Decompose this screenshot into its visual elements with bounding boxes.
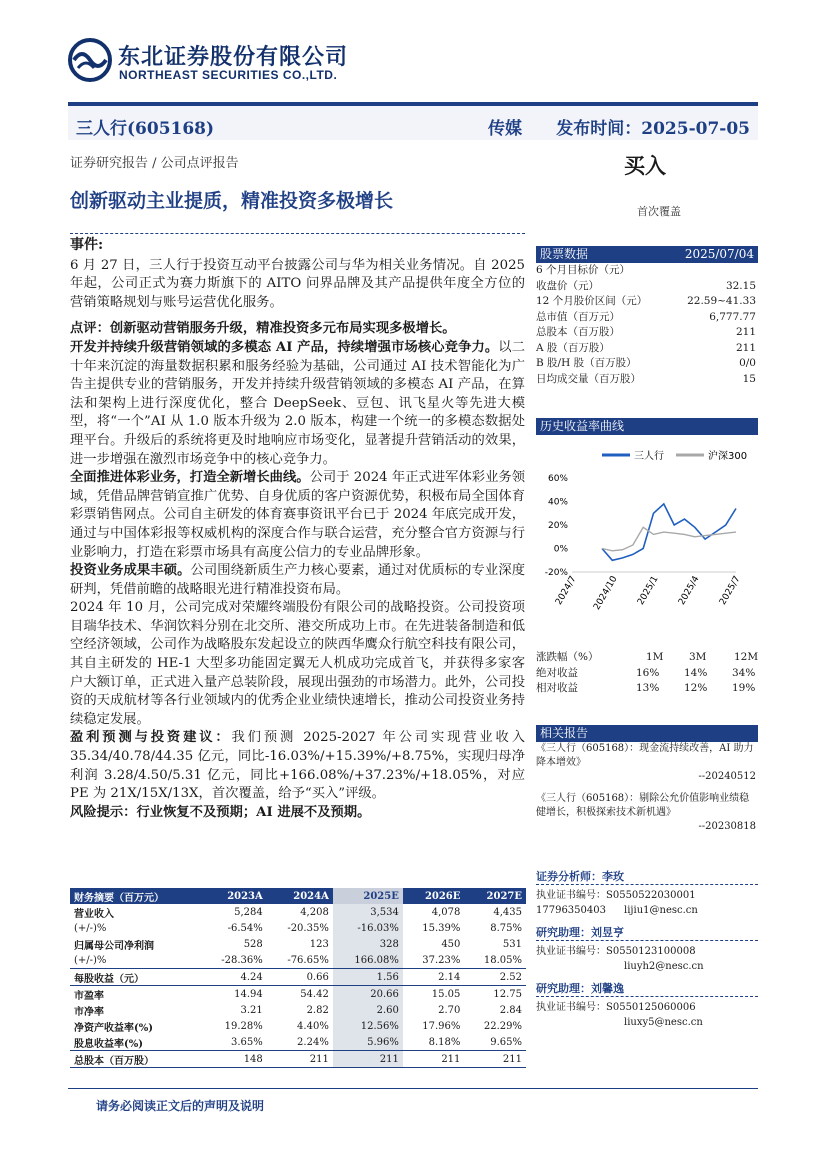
company-name-cn: 东北证券股份有限公司: [118, 45, 349, 70]
financial-cell: 211: [267, 1051, 333, 1068]
x-tick-label: 2024/7: [554, 574, 579, 607]
financial-header-cell: 2026E: [403, 888, 465, 904]
paragraph-investment-detail: 2024 年 10 月，公司完成对荣耀终端股份有限公司的战略投资。公司投资项目瑞华技术、华润饮料分别在北交所、港交所成功上市。在先进装备制造和低空经济领域，公司作为战略股东发起设立的陕西华鹰众行航空科技有限公司，其自主研发的 HE-1 大型多功能固定翼无人机成功完成首飞，并获得多家客户大额订单，正式进入量产总装阶段，展现出强劲的市场潜力。此外，公司投资的天成航材等各行业领域内的优秀企业业绩快速增长，推动公司投资业务持续稳定发展。: [70, 600, 525, 727]
financial-cell: 12.75: [493, 988, 522, 1000]
financial-header-cell: 2023A: [201, 888, 267, 904]
financial-cell: -6.54%: [227, 922, 263, 934]
stock-row-label: 总股本（百万股）: [536, 326, 620, 338]
financial-cell: 166.08%: [333, 952, 403, 969]
paragraph-investment: [70, 562, 525, 599]
stock-row-value: 32.15: [725, 279, 756, 292]
related-report-date: --20230818: [698, 821, 756, 832]
main-body: [70, 236, 525, 822]
financial-cell: 17.96%: [422, 1020, 461, 1032]
performance-row: [536, 666, 758, 682]
analyst-contact: [536, 903, 758, 918]
performance-value: 19%: [732, 682, 756, 694]
financial-row-label: 总股本（百万股）: [70, 1051, 201, 1068]
financial-row: [70, 1034, 526, 1051]
x-tick-label: 2024/10: [592, 574, 620, 612]
financial-cell: 18.05%: [464, 952, 526, 969]
financial-summary-table: [70, 888, 526, 1068]
financial-cell: 22.29%: [483, 1020, 522, 1032]
related-reports-list: [536, 742, 758, 834]
company-name-en: NORTHEAST SECURITIES CO.,LTD.: [119, 68, 338, 82]
x-tick-label: 2025/4: [677, 574, 702, 607]
report-header-bar: [68, 102, 758, 140]
financial-cell: -28.36%: [201, 952, 267, 969]
financial-cell: 4.40%: [297, 1020, 329, 1032]
stock-data-header: [536, 246, 758, 263]
financial-row-label: (+/-)%: [74, 922, 107, 934]
performance-header-row: [536, 650, 758, 666]
financial-header-cell: 2024A: [267, 888, 333, 904]
financial-row: [70, 920, 526, 936]
stock-row: [536, 341, 758, 357]
performance-row-label: 相对收益: [536, 682, 578, 694]
stock-row-value: 211: [735, 326, 756, 338]
financial-cell: 123: [309, 938, 329, 950]
financial-cell: 3.65%: [201, 1034, 267, 1051]
company-logo-icon: [68, 38, 112, 82]
financial-row: [70, 969, 526, 986]
performance-col-label: 涨跌幅（%）: [536, 651, 599, 663]
stock-row-label: 日均成交量（百万股）: [536, 372, 641, 385]
performance-col-3m: 3M: [689, 651, 707, 663]
legend-label-series1: 三人行: [634, 451, 664, 462]
paragraph-investment-text: 公司围绕新质生产力核心要素，通过对优质标的专业深度研判，凭借前瞻的战略眼光进行精准投资布局。: [70, 563, 526, 597]
stock-row-label: B 股/H 股（百万股）: [536, 357, 637, 369]
first-coverage-label: 首次覆盖: [637, 205, 681, 218]
paragraph-ai: [70, 339, 525, 469]
financial-cell: 4,208: [300, 906, 329, 918]
y-tick-label: 60%: [547, 474, 568, 484]
financial-cell: 8.75%: [490, 922, 522, 934]
financial-row: [70, 986, 526, 1003]
financial-cell: 54.42: [300, 988, 329, 1000]
financial-cell: 2.60: [333, 1002, 403, 1018]
financial-cell: 3,534: [333, 904, 403, 920]
related-report-date: --20240512: [698, 771, 756, 782]
financial-cell: 4.24: [201, 969, 267, 986]
financial-cell: 15.39%: [422, 922, 461, 934]
analyst-panel: [536, 868, 758, 1030]
report-title: 创新驱动主业提质，精准投资多极增长: [70, 190, 394, 212]
paragraph-lottery: [70, 469, 525, 562]
financial-cell: 12.56%: [333, 1018, 403, 1034]
financial-cell: 450: [441, 938, 461, 950]
financial-cell: 2.14: [403, 969, 465, 986]
financial-cell: 5,284: [234, 906, 263, 918]
performance-table: [536, 650, 758, 697]
related-report-item[interactable]: 《三人行（605168）：剔除公允价值影响业绩稳健增长，积极探索技术新机遇》: [536, 793, 750, 818]
financial-cell: 2.84: [499, 1004, 522, 1016]
stock-row-label: A 股（百万股）: [536, 341, 610, 354]
financial-row-label: 归属母公司净利润: [74, 940, 154, 952]
financial-row-label: 市盈率: [74, 990, 104, 1002]
title-divider: [70, 233, 525, 234]
stock-row-value: 15: [742, 372, 756, 385]
financial-cell: 148: [201, 1051, 267, 1068]
stock-data-panel: [536, 246, 758, 387]
y-tick-label: -20%: [544, 568, 568, 578]
paragraph-forecast: [70, 729, 525, 803]
performance-value: 14%: [684, 666, 708, 679]
financial-cell: 0.66: [267, 969, 333, 986]
assistant-contact: [536, 1015, 758, 1030]
financial-cell: 5.96%: [333, 1034, 403, 1051]
footer-disclaimer: 请务必阅读正文后的声明及说明: [96, 1099, 265, 1113]
financial-cell: 2.24%: [267, 1034, 333, 1051]
related-report-item[interactable]: 《三人行（605168）：现金流持续改善，AI 助力降本增效》: [536, 743, 754, 768]
financial-row: [70, 1018, 526, 1034]
financial-header-cell: 财务摘要（百万元）: [70, 888, 201, 904]
financial-cell: 19.28%: [224, 1020, 263, 1032]
financial-cell: 8.18%: [403, 1034, 465, 1051]
event-label: 事件:: [70, 237, 104, 253]
paragraph-forecast-heading: 盈利预测与投资建议：: [70, 730, 232, 746]
stock-row-value: 211: [735, 341, 756, 354]
stock-name: 三人行(605168): [76, 119, 215, 139]
financial-cell: 211: [333, 1051, 403, 1068]
comment-title: 点评：创新驱动营销服务升级，精准投资多元布局实现多极增长。: [70, 321, 456, 337]
analyst-cert: 执业证书编号：S0550522030001: [536, 890, 696, 901]
financial-row: [70, 1051, 526, 1068]
assistant-cert: 执业证书编号：S0550123100008: [536, 946, 696, 957]
financial-row-label: 每股收益（元）: [70, 969, 201, 986]
financial-row-label: 营业收入: [74, 908, 114, 920]
performance-row-label: 绝对收益: [536, 666, 578, 679]
financial-header-cell: 2025E: [333, 888, 403, 904]
financial-cell: 14.94: [234, 988, 263, 1000]
performance-value: 13%: [636, 682, 660, 694]
financial-row: [70, 936, 526, 952]
analyst-email[interactable]: lijiu1@nesc.cn: [624, 905, 698, 916]
stock-row: [536, 356, 758, 372]
x-tick-label: 2025/7: [718, 574, 743, 607]
assistant-name: 研究助理：刘馨逸: [536, 980, 758, 997]
risk-warning: 风险提示：行业恢复不及预期；AI 进展不及预期。: [70, 804, 371, 820]
financial-row: [70, 1002, 526, 1018]
financial-cell: -16.03%: [333, 920, 403, 936]
stock-row: [536, 279, 758, 295]
paragraph-ai-heading: 开发并持续升级营销领域的多模态 AI 产品，持续增强市场核心竞争力。: [70, 339, 499, 355]
financial-row-label: (+/-)%: [70, 952, 201, 969]
performance-row: [536, 681, 758, 697]
paragraph-lottery-text: 公司于 2024 年正式进军体彩业务领域，凭借品牌营销宣推广优势、自身优质的客户资源优势，积极布局全国体育彩票销售网点。公司自主研发的体育赛事资讯平台已于 2024 年底完成开发，通过与中国体彩报等权威机构的深度合作与联合运营，充分整合官方资源与行业影响力，打造在彩票市场具有高度公信力的专业品牌形象。: [70, 470, 525, 560]
financial-cell: 1.56: [333, 969, 403, 986]
publish-date: 发布时间：2025-07-05: [556, 119, 750, 139]
financial-cell: -20.35%: [287, 922, 329, 934]
paragraph-forecast-text: 我们预测 2025-2027 年公司实现营业收入 35.34/40.78/44.35 亿元，同比-16.03%/+15.39%/+8.75%，实现归母净利润 3.28/4.50/5.31 亿元，同比+166.08%/+37.23%/+18.05%，对应 PE 为 21X/15X/13X，首次覆盖，给予“买入”评级。: [70, 730, 526, 802]
analyst-name: 证券分析师：李玫: [536, 868, 758, 885]
financial-cell: 15.05: [431, 988, 461, 1000]
financial-cell: 3.21: [240, 1004, 263, 1016]
footer-divider: [68, 1088, 758, 1089]
stock-data-date: 2025/07/04: [684, 247, 754, 261]
y-tick-label: 20%: [547, 521, 568, 531]
history-chart-header: 历史收益率曲线: [536, 418, 758, 435]
legend-label-series2: 沪深300: [708, 451, 748, 462]
financial-row: [70, 952, 526, 969]
stock-row: [536, 294, 758, 310]
financial-cell: 37.23%: [403, 952, 465, 969]
financial-cell: 4,435: [493, 906, 522, 918]
stock-row-value: 0/0: [739, 357, 756, 369]
stock-row: [536, 263, 758, 279]
financial-cell: 2.70: [438, 1004, 461, 1016]
stock-row-value: 6,777.77: [709, 310, 756, 323]
stock-row-value: 22.59~41.33: [687, 295, 756, 307]
performance-value: 12%: [684, 682, 708, 694]
financial-cell: 328: [333, 936, 403, 952]
analyst-phone: 17796350403: [536, 905, 606, 916]
rating-label: 买入: [624, 153, 666, 178]
assistant-name: 研究助理：刘昱亨: [536, 924, 758, 941]
financial-header-row: [70, 888, 526, 904]
stock-row: [536, 372, 758, 388]
financial-cell: 528: [243, 938, 263, 950]
financial-cell: 211: [403, 1051, 465, 1068]
y-tick-label: 40%: [547, 497, 568, 508]
financial-cell: 2.52: [464, 969, 526, 986]
financial-row-label: 股息收益率(%): [70, 1034, 201, 1051]
financial-cell: 9.65%: [464, 1034, 526, 1051]
performance-col-1m: 1M: [646, 651, 664, 663]
financial-cell: 4,078: [431, 906, 461, 918]
stock-row-label: 6 个月目标价（元）: [536, 264, 631, 276]
paragraph-ai-text: 以二十年来沉淀的海量数据积累和服务经验为基础，公司通过 AI 技术智能化为广告主提供专业的营销服务，开发并持续升级营销领域的多模态 AI 产品，在算法和架构上进行深度优化，整合 DeepSeek、豆包、讯飞星火等先进大模型，将“一个”AI 从 1.0 版本升级为 2.0 版本，构建一个统一的多模态数据处理平台。升级后的系统将更及时地响应市场变化，显著提升营销活动的效果，进一步增强在激烈市场竞争中的核心竞争力。: [70, 339, 526, 467]
financial-cell: 531: [502, 938, 522, 950]
paragraph-lottery-heading: 全面推进体彩业务，打造全新增长曲线。: [70, 470, 310, 486]
performance-value: 34%: [732, 666, 756, 679]
related-reports-header: 相关报告: [536, 725, 758, 742]
financial-row-label: 净资产收益率(%): [74, 1022, 153, 1034]
x-tick-label: 2025/1: [636, 574, 661, 607]
financial-cell: 2.82: [306, 1004, 329, 1016]
assistant-email[interactable]: liuyh2@nesc.cn: [624, 961, 704, 972]
performance-value: 16%: [636, 666, 660, 679]
financial-row-label: 市净率: [74, 1006, 104, 1018]
y-tick-label: 0%: [553, 544, 568, 555]
event-text: 6 月 27 日，三人行于投资互动平台披露公司与华为相关业务情况。自 2025 年起，公司正式为赛力斯旗下的 AITO 问界品牌及其产品提供年度全方位的营销策略规划与账号运营优化服务。: [70, 257, 525, 310]
stock-row: [536, 325, 758, 341]
assistant-email[interactable]: liuxy5@nesc.cn: [624, 1017, 703, 1028]
financial-cell: 211: [464, 1051, 526, 1068]
assistant-cert: 执业证书编号：S0550125060006: [536, 1002, 696, 1013]
industry-label: 传媒: [488, 119, 522, 139]
paragraph-investment-heading: 投资业务成果丰硕。: [70, 563, 191, 579]
stock-row-label: 12 个月股价区间（元）: [536, 295, 648, 307]
financial-cell: -76.65%: [267, 952, 333, 969]
assistant-contact: [536, 959, 758, 974]
financial-header-cell: 2027E: [464, 888, 526, 904]
stock-row: [536, 310, 758, 326]
stock-data-title: 股票数据: [540, 247, 589, 261]
financial-cell: 20.66: [333, 986, 403, 1003]
history-chart: [536, 440, 758, 640]
breadcrumb: 证券研究报告 / 公司点评报告: [70, 156, 239, 171]
performance-col-12m: 12M: [734, 651, 759, 663]
stock-row-label: 收盘价（元）: [536, 279, 599, 292]
stock-row-label: 总市值（百万元）: [536, 310, 620, 323]
financial-row: [70, 904, 526, 920]
